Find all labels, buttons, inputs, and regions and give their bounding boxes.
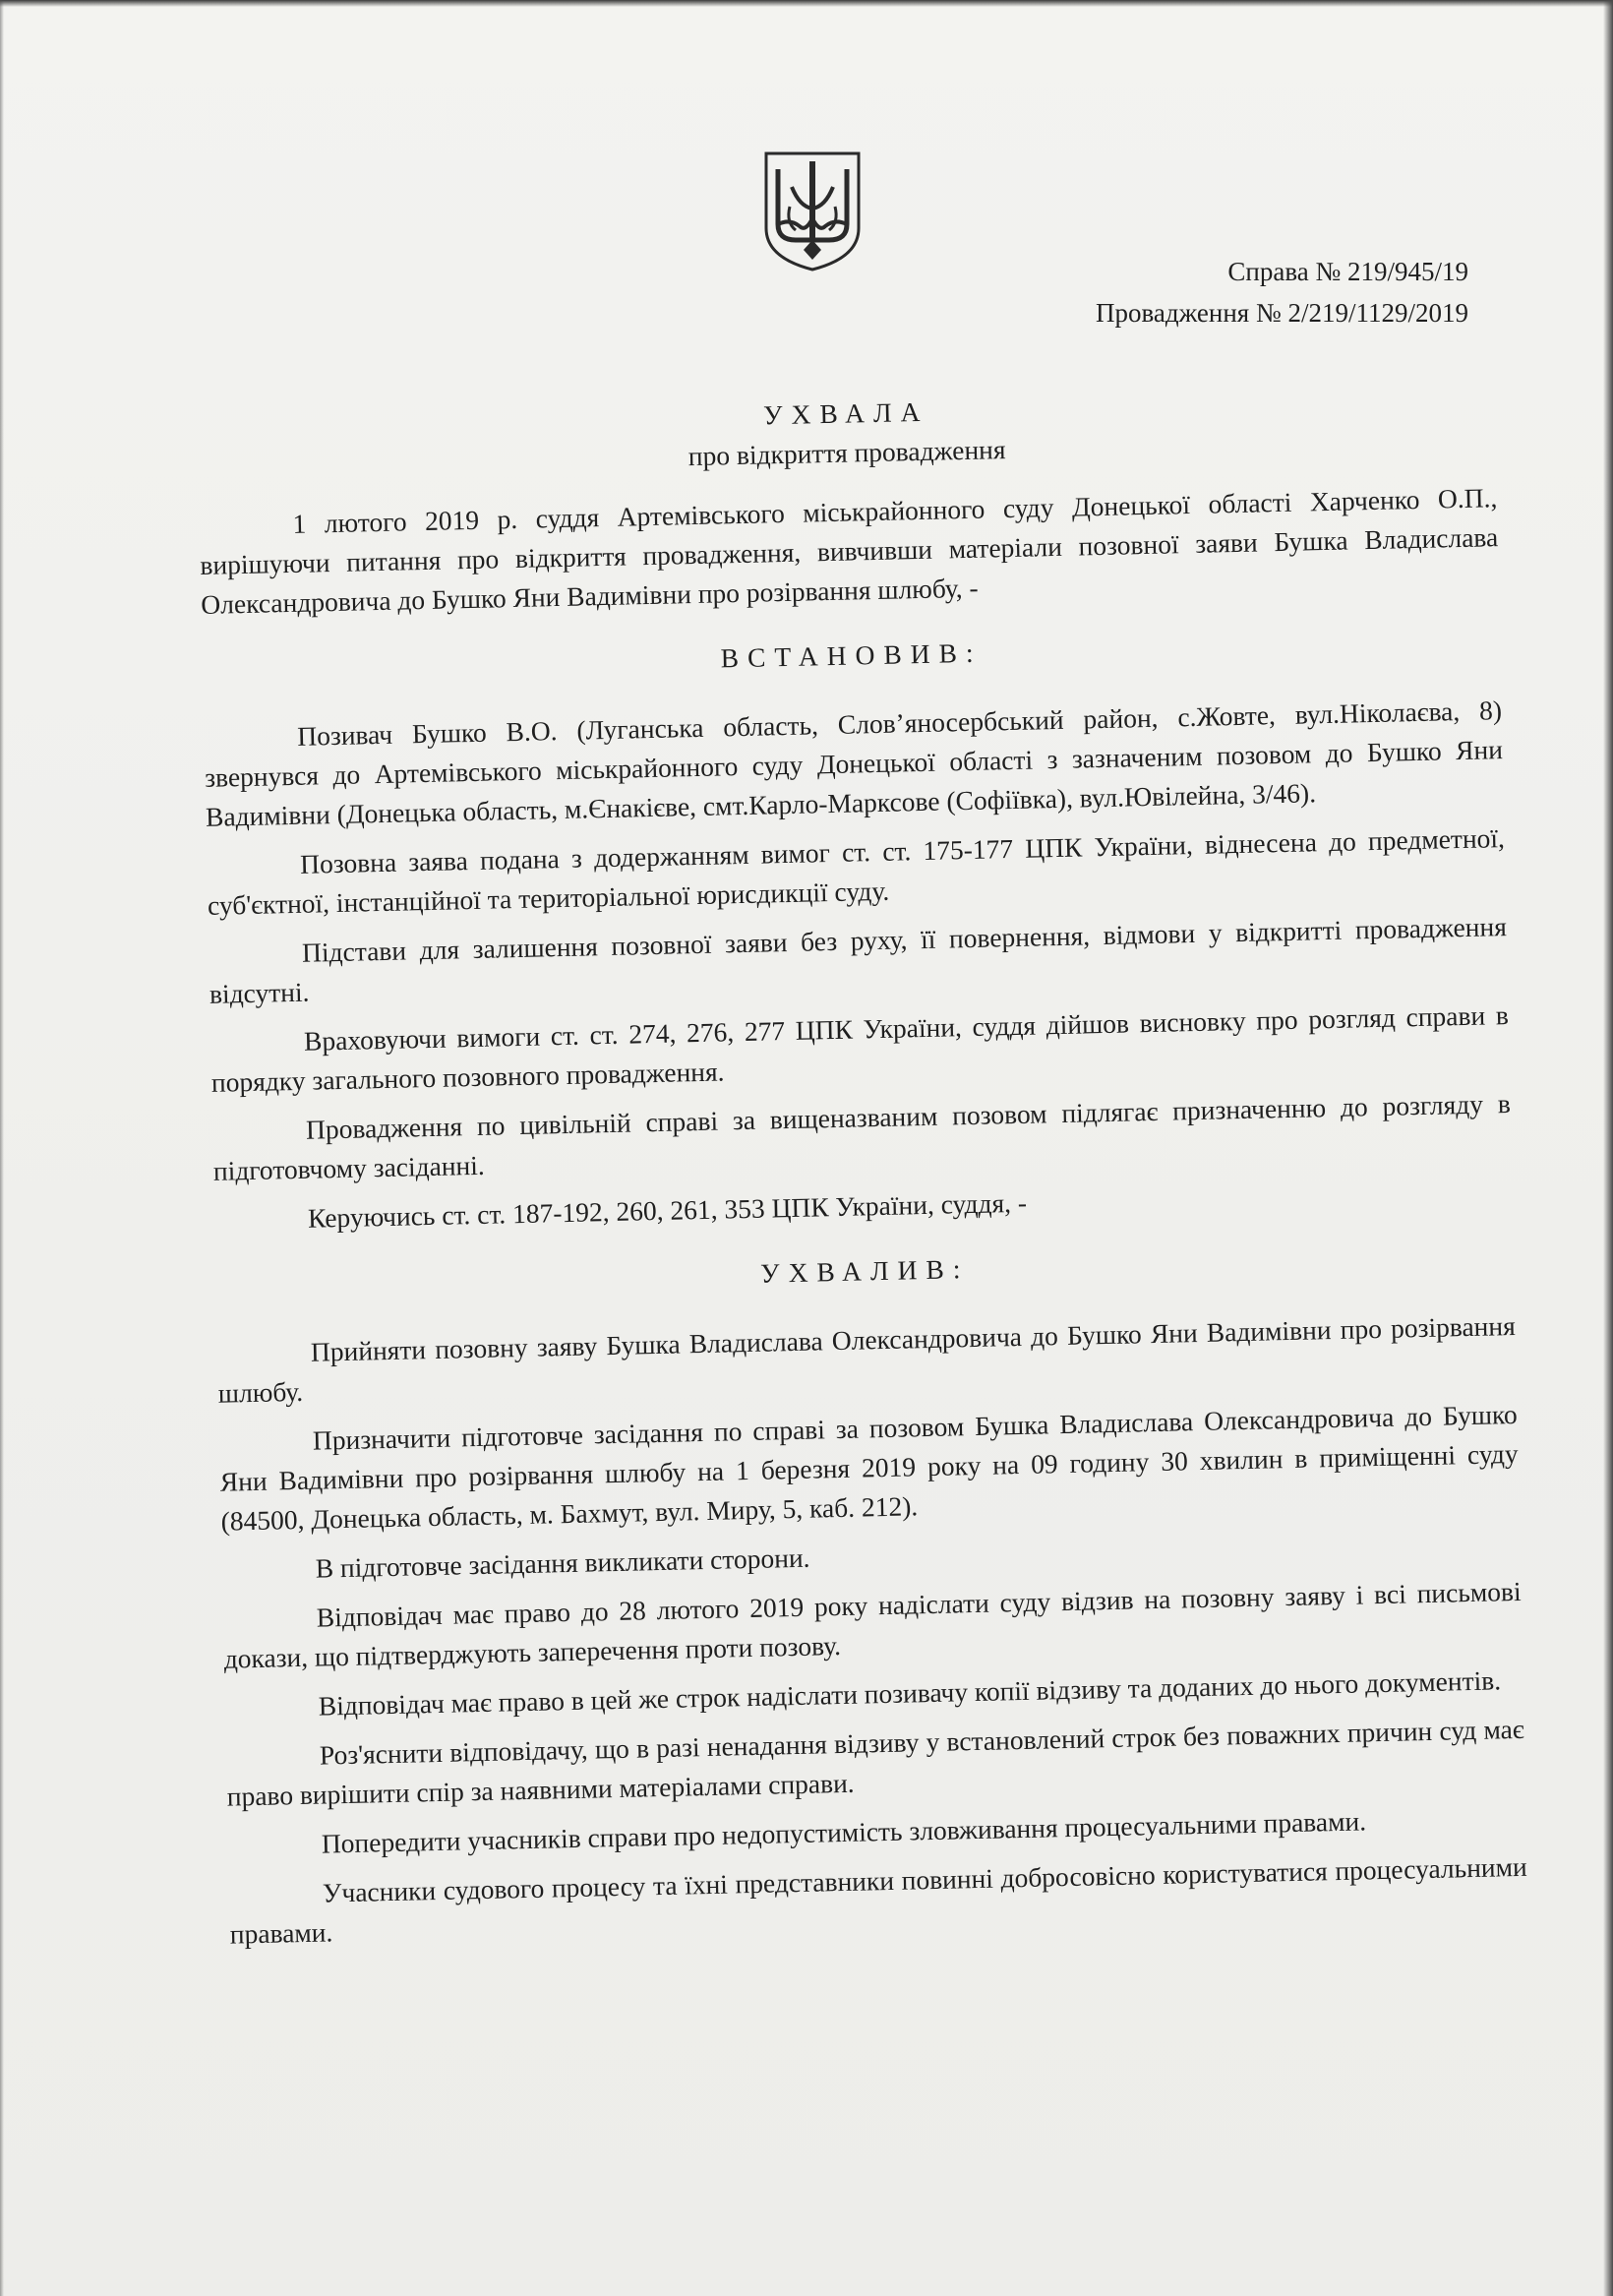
paragraph: Учасники судового процесу та їхні представники повинні добросовісно користуватися процесуальними правами. xyxy=(229,1850,1527,1950)
scan-shadow-right xyxy=(1603,0,1613,2296)
paragraph: Керуючись ст. ст. 187-192, 260, 261, 353 ЦПК України, суддя, - xyxy=(307,1186,1028,1234)
paragraph: Відповідач має право в цей же строк надіслати позивачу копії відзиву та доданих до нього документів. xyxy=(318,1664,1502,1722)
paragraph: Прийняти позовну заяву Бушка Владислава Олександровича до Бушко Яни Вадимівни про розірвання шлюбу. xyxy=(217,1309,1516,1409)
document-title: УХВАЛА xyxy=(762,395,929,431)
paragraph: Відповідач має право до 28 лютого 2019 року надіслати суду відзив на позовну заяву і всі письмові докази, що підтверджують заперечення проти позову. xyxy=(223,1575,1522,1674)
paragraph: Призначити підготовче засідання по справі за позовом Бушка Владислава Олександровича до Бушко Яни Вадимівни про розірвання шлюбу на 1 березня 2019 року на 09 годину 30 хвилин в приміщенні суду (84500, Донецька область, м. Бахмут, вул. Миру, 5, каб. 212). xyxy=(219,1398,1519,1537)
coat-of-arms-trident-icon xyxy=(760,148,865,273)
paragraph: Роз'яснити відповідачу, що в разі ненадання відзиву у встановлений строк без поважних причин суд має право вирішити спір за наявними матеріалами справи. xyxy=(226,1713,1524,1812)
paragraph: В підготовче засідання викликати сторони. xyxy=(315,1541,810,1584)
paragraph: Позовна заява подана з додержанням вимог ст. ст. 175-177 ЦПК України, віднесена до предметної, суб'єктної, інстанційної та територіальної юрисдикції суду. xyxy=(207,822,1506,921)
ruled-heading: УХВАЛИВ: xyxy=(759,1253,970,1289)
case-number: Справа № 219/945/19 xyxy=(1227,257,1468,286)
paragraph: Попередити учасників справи про недопустимість зловживання процесуальними правами. xyxy=(321,1805,1367,1859)
paragraph: Провадження по цивільній справі за вищеназваним позовом підлягає призначенню до розгляду в підготовчому засіданні. xyxy=(212,1088,1512,1186)
scan-shadow-top xyxy=(0,0,1613,7)
proceeding-number: Провадження № 2/219/1129/2019 xyxy=(1096,298,1468,328)
intro-paragraph: 1 лютого 2019 р. суддя Артемівського міськрайонного суду Донецької області Харченко О.П., вирішуючи питання про відкриття провадження, вивчивши матеріали позовної заяви Бушка Владислава Олександровича до Бушко Яни Вадимівни про розірвання шлюбу, - xyxy=(200,482,1499,620)
established-heading: ВСТАНОВИВ: xyxy=(720,636,983,674)
paragraph: Враховуючи вимоги ст. ст. 274, 276, 277 ЦПК України, суддя дійшов висновку про розгляд справи в порядку загального позовного провадження. xyxy=(210,999,1510,1098)
document-body xyxy=(197,380,1528,1964)
case-header xyxy=(1096,251,1468,333)
document-subtitle: про відкриття провадження xyxy=(687,434,1006,472)
paragraph: Підстави для залишення позовної заяви без руху, її повернення, відмови у відкритті провадження відсутні. xyxy=(209,911,1508,1009)
scan-shadow-left xyxy=(0,0,4,2296)
paragraph: Позивач Бушко В.О. (Луганська область, Слов’яносербський район, с.Жовте, вул.Ніколаєва, 8) звернувся до Артемівського міськрайонного суду Донецької області з зазначеним позовом до Бушко Яни Вадимівни (Донецька область, м.Єнакієве, смт.Карло-Марксове (Софіївка), вул.Ювілейна, 3/46). xyxy=(204,695,1504,832)
